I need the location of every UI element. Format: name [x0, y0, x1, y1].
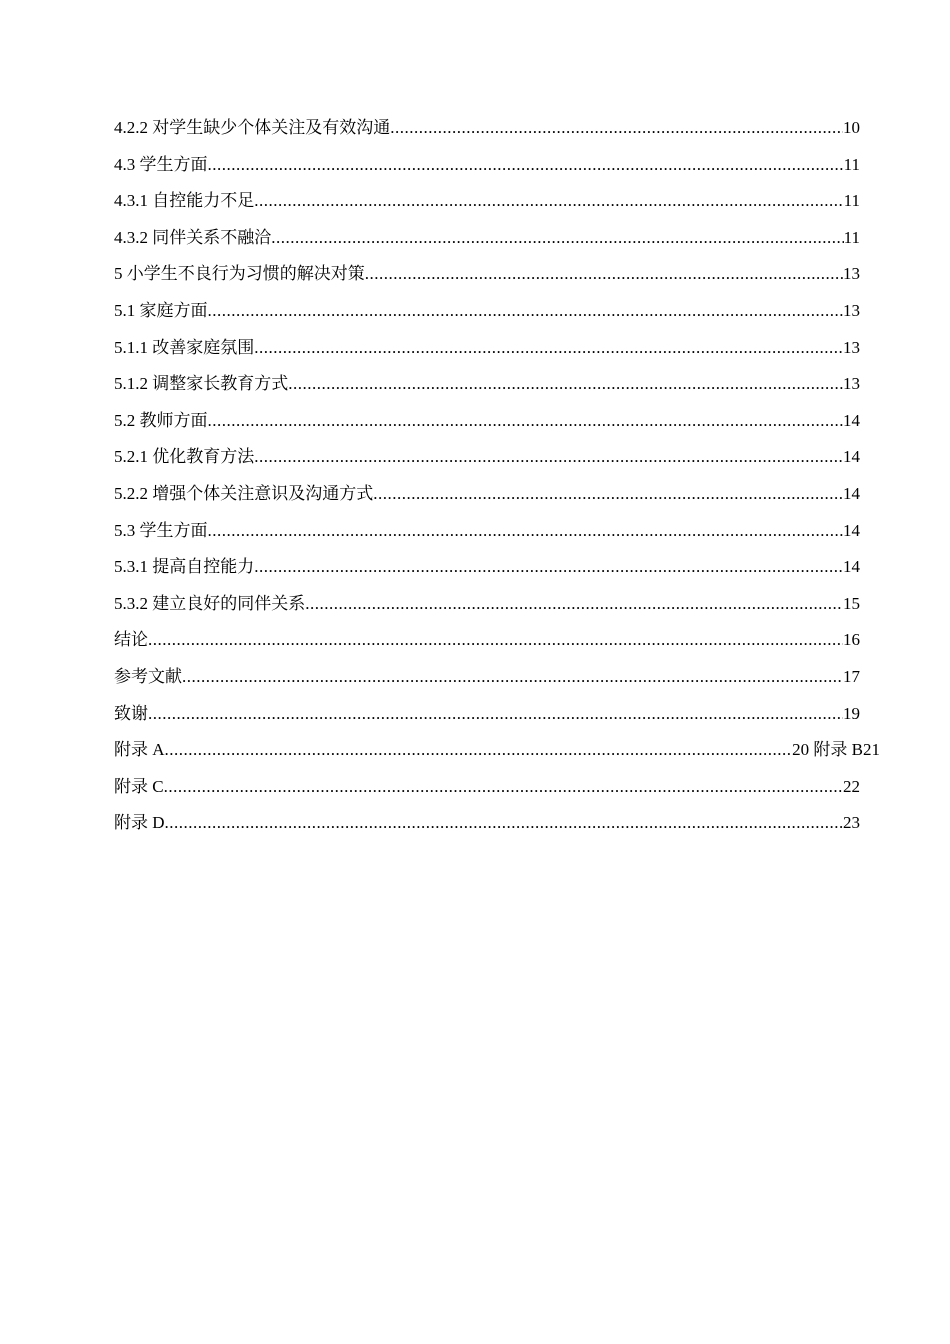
- toc-entry-title: 致谢: [114, 703, 148, 723]
- toc-entry[interactable]: [114, 223, 860, 260]
- toc-leader-dots: [182, 667, 843, 687]
- toc-entry-title: 4.3 学生方面: [114, 154, 208, 174]
- toc-entry-title: 5.2 教师方面: [114, 410, 208, 430]
- toc-entry[interactable]: [114, 735, 880, 772]
- toc-entry[interactable]: [114, 369, 860, 406]
- toc-entry-page: 20 附录 B21: [792, 740, 880, 760]
- toc-leader-dots: [208, 521, 844, 541]
- toc-entry-page: 13: [843, 374, 860, 394]
- toc-entry-title: 附录 D: [114, 813, 165, 833]
- toc-entry-page: 17: [843, 666, 860, 686]
- toc-entry-page: 14: [843, 557, 860, 577]
- toc-entry-title: 5.2.1 优化教育方法: [114, 447, 255, 467]
- toc-leader-dots: [165, 740, 793, 760]
- toc-entry[interactable]: [114, 296, 860, 333]
- toc-entry-title: 结论: [114, 630, 148, 650]
- toc-entry-title: 5.1 家庭方面: [114, 300, 208, 320]
- toc-entry[interactable]: [114, 662, 860, 699]
- toc-entry[interactable]: [114, 479, 860, 516]
- toc-entry-page: 14: [843, 410, 860, 430]
- toc-entry[interactable]: [114, 113, 860, 150]
- toc-leader-dots: [148, 630, 843, 650]
- toc-entry-page: 14: [843, 483, 860, 503]
- toc-entry[interactable]: [114, 150, 860, 187]
- toc-entry-title: 4.3.2 同伴关系不融洽: [114, 227, 272, 247]
- toc-entry[interactable]: [114, 699, 860, 736]
- toc-entry-page: 19: [843, 703, 860, 723]
- toc-entry-title: 5.1.1 改善家庭氛围: [114, 337, 255, 357]
- toc-leader-dots: [365, 264, 843, 284]
- toc-entry-page: 14: [843, 520, 860, 540]
- toc-entry[interactable]: [114, 406, 860, 443]
- toc-entry[interactable]: [114, 772, 860, 809]
- toc-leader-dots: [254, 557, 843, 577]
- toc-entry-title: 5.1.2 调整家长教育方式: [114, 374, 289, 394]
- toc-leader-dots: [373, 484, 843, 504]
- toc-entry-title: 5.3.1 提高自控能力: [114, 557, 255, 577]
- toc-entry-page: 15: [843, 593, 860, 613]
- toc-entry-page: 10: [843, 118, 860, 137]
- toc-leader-dots: [148, 704, 843, 724]
- toc-entry-page: 22: [843, 776, 860, 796]
- toc-entry-page: 16: [843, 630, 860, 650]
- toc-leader-dots: [288, 374, 843, 394]
- toc-entry-page: 11: [843, 154, 860, 174]
- toc-leader-dots: [305, 594, 843, 614]
- toc-entry-title: 5.3 学生方面: [114, 520, 208, 540]
- toc-entry-page: 23: [843, 813, 860, 833]
- toc-leader-dots: [271, 228, 843, 248]
- toc-entry-page: 13: [843, 337, 860, 357]
- toc-entry[interactable]: [114, 625, 860, 662]
- toc-entry[interactable]: [114, 516, 860, 553]
- toc-entry-page: 11: [843, 227, 860, 247]
- toc-entry-page: 14: [843, 447, 860, 467]
- toc-leader-dots: [165, 813, 843, 833]
- toc-entry[interactable]: [114, 442, 860, 479]
- table-of-contents: [114, 113, 880, 845]
- toc-entry[interactable]: [114, 552, 860, 589]
- toc-leader-dots: [390, 118, 843, 138]
- toc-entry-title: 4.3.1 自控能力不足: [114, 191, 255, 211]
- toc-entry-title: 5 小学生不良行为习惯的解决对策: [114, 264, 365, 284]
- toc-entry-title: 参考文献: [114, 666, 182, 686]
- toc-entry-title: 4.2.2 对学生缺少个体关注及有效沟通: [114, 118, 391, 137]
- toc-entry-page: 13: [843, 300, 860, 320]
- toc-entry[interactable]: [114, 333, 860, 370]
- toc-leader-dots: [254, 191, 843, 211]
- toc-entry-page: 11: [843, 191, 860, 211]
- toc-entry[interactable]: [114, 808, 860, 845]
- toc-leader-dots: [254, 447, 843, 467]
- toc-leader-dots: [164, 777, 843, 797]
- toc-entry-title: 附录 C: [114, 776, 164, 796]
- toc-entry-page: 13: [843, 264, 860, 284]
- toc-leader-dots: [208, 411, 844, 431]
- toc-entry-title: 5.3.2 建立良好的同伴关系: [114, 593, 306, 613]
- toc-entry[interactable]: [114, 589, 860, 626]
- toc-entry-title: 附录 A: [114, 740, 165, 760]
- toc-leader-dots: [208, 155, 844, 175]
- toc-entry[interactable]: [114, 186, 860, 223]
- toc-leader-dots: [254, 338, 843, 358]
- toc-entry-title: 5.2.2 增强个体关注意识及沟通方式: [114, 483, 374, 503]
- toc-entry[interactable]: [114, 259, 860, 296]
- toc-leader-dots: [208, 301, 844, 321]
